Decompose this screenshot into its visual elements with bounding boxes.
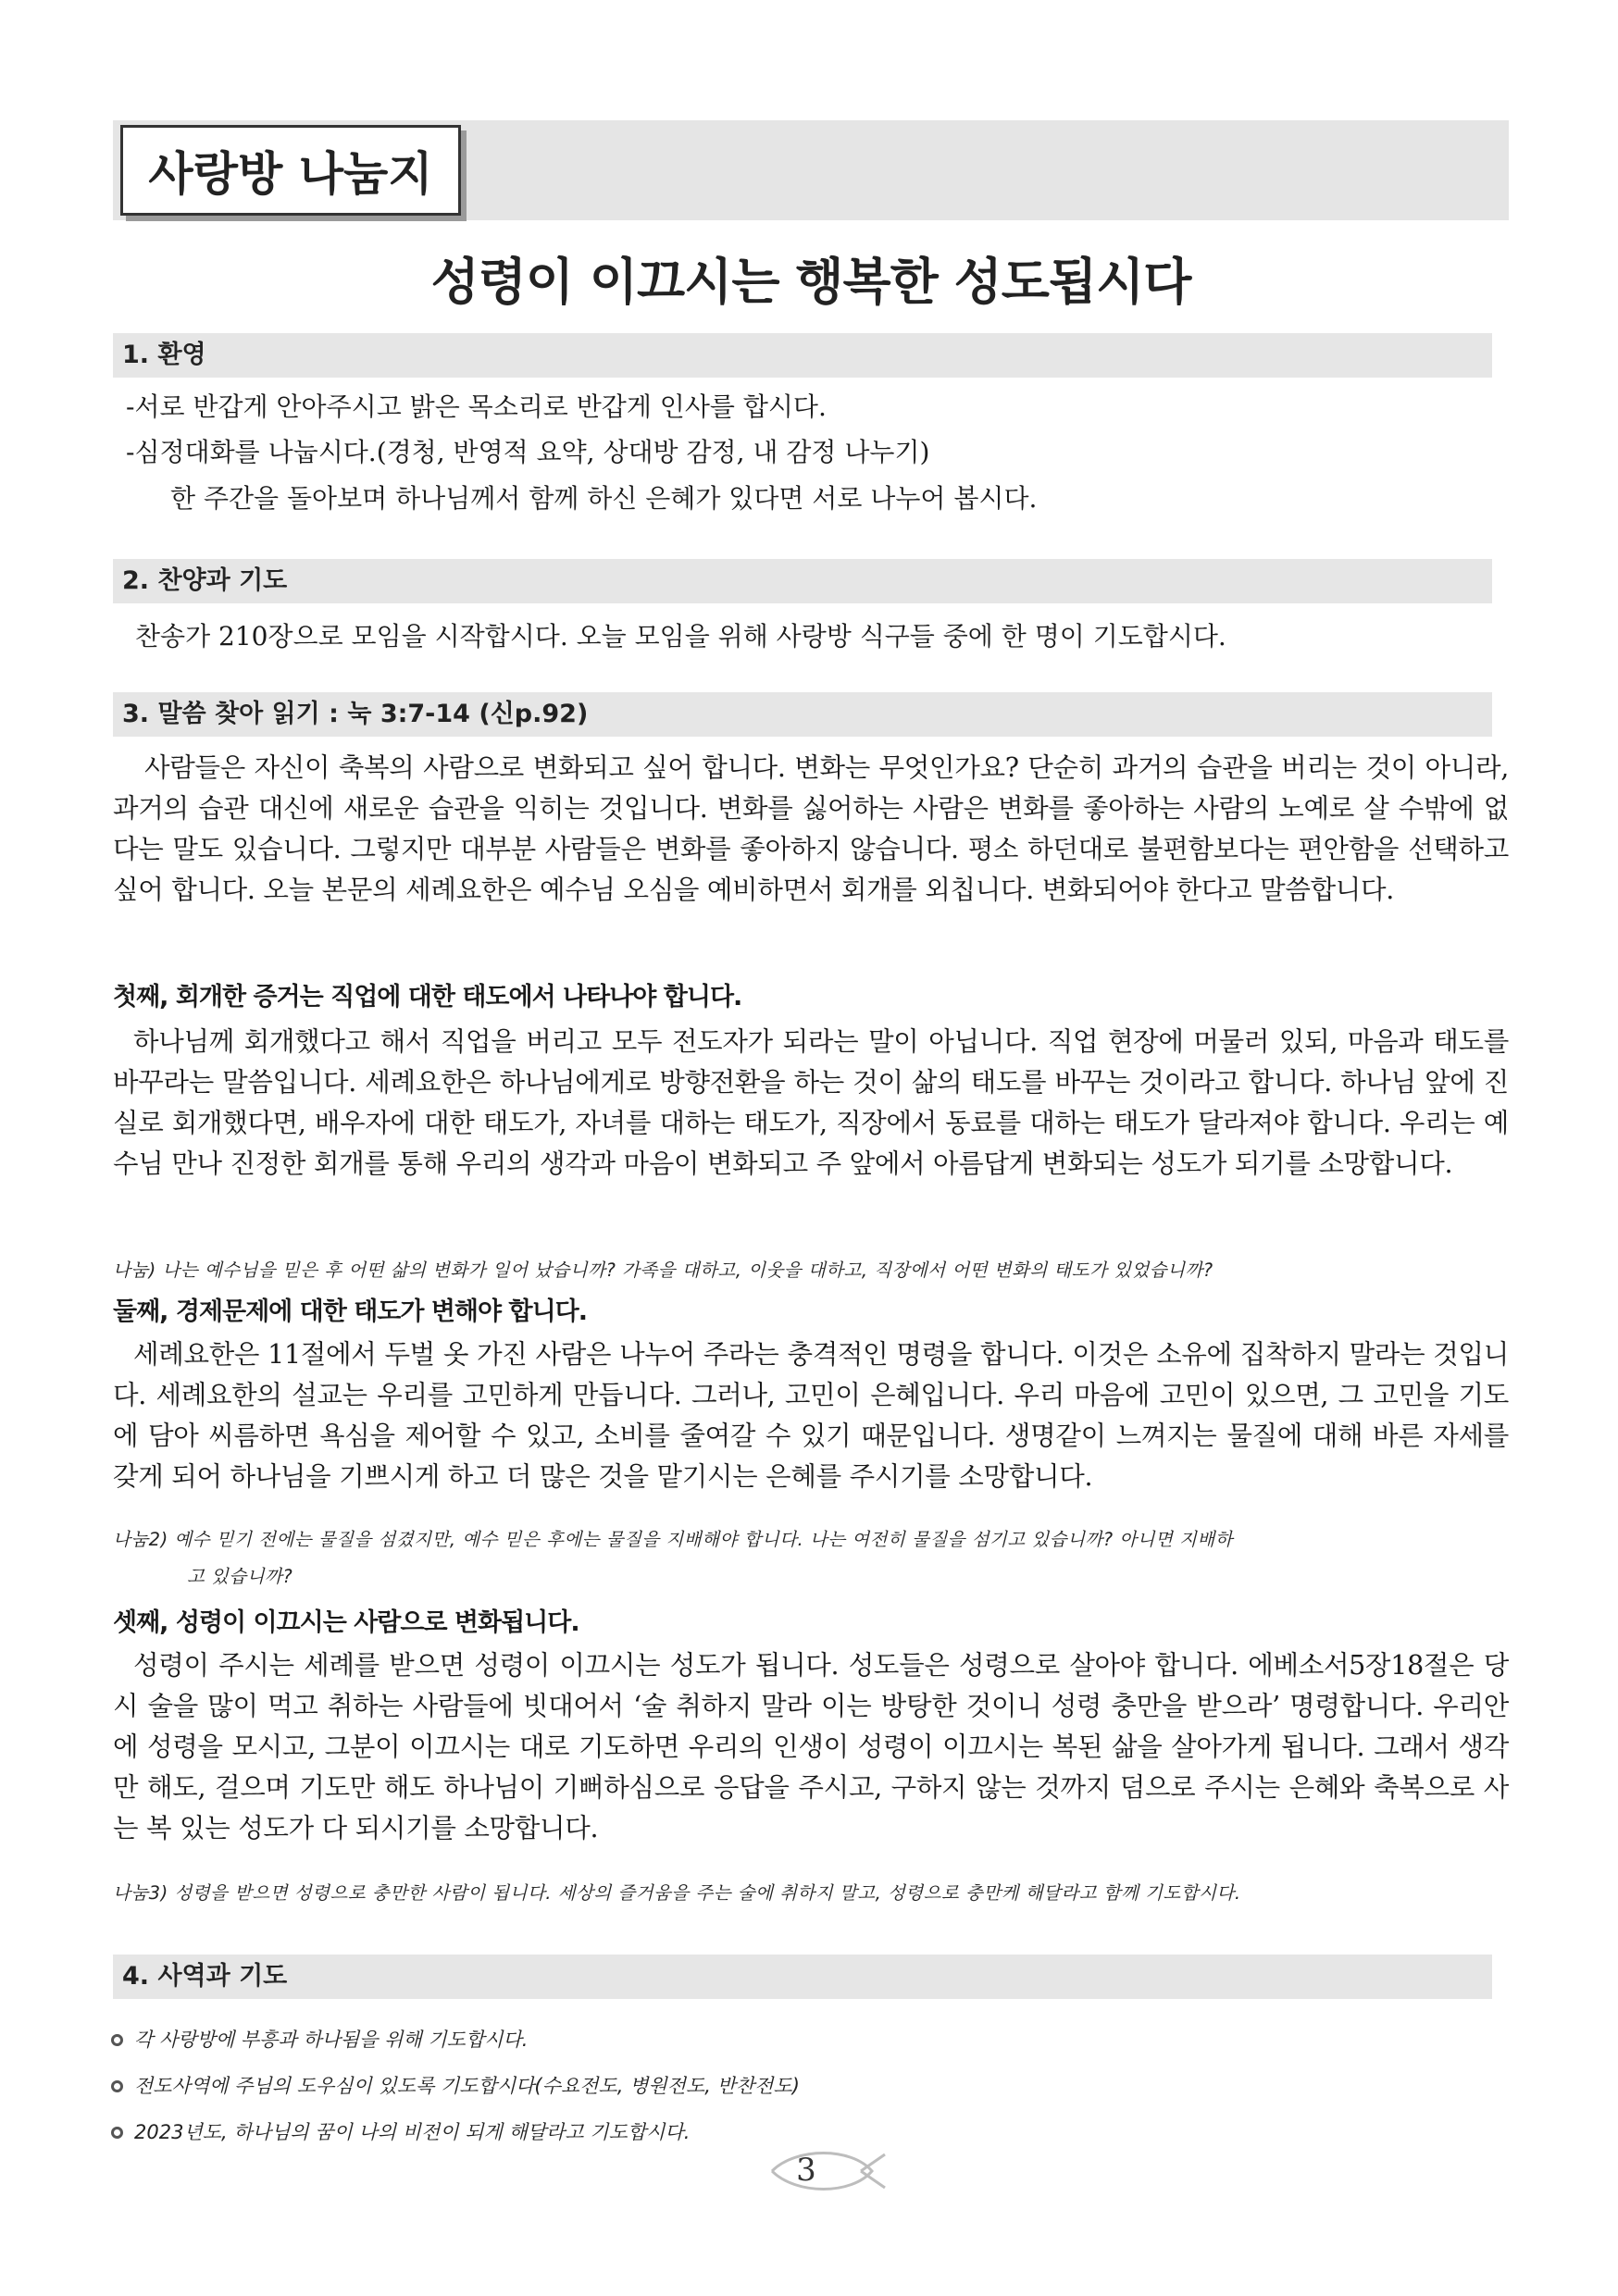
circle-bullet-icon: [111, 2080, 123, 2092]
point-2-text: 세례요한은 11절에서 두벌 옷 가진 사람은 나누어 주라는 충격적인 명령을 합니다. 이것은 소유에 집착하지 말라는 것입니다. 세례요한의 설교는 우리를 고민하게 만듭니다. 그러나, 고민이 은혜입니다. 우리 마음에 고민이 있으면, 그 고민을 기도에 담아 씨름하면 욕심을 제어할 수 있고, 소비를 줄여갈 수 있기 때문입니다. 생명같이 느껴지는 물질에 대해 바른 자세를 갖게 되어 하나님을 기쁘시게 하고 더 많은 것을 맡기시는 은혜를 주시기를 소망합니다.: [113, 1339, 1509, 1492]
share-2: [113, 1521, 1511, 1595]
point-3-text: 성령이 주시는 세례를 받으면 성령이 이끄시는 성도가 됩니다. 성도들은 성령으로 살아야 합니다. 에베소서5장18절은 당시 술을 많이 먹고 취하는 사람들에 빗대어서 ‘술 취하지 말라 이는 방탕한 것이니 성령 충만을 받으라’ 명령합니다. 우리안에 성령을 모시고, 그분이 이끄시는 대로 기도하면 우리의 인생이 성령이 이끄시는 복된 삶을 살아가게 됩니다. 그래서 생각만 해도, 걸으며 기도만 해도 하나님이 기뻐하심으로 응답을 주시고, 구하지 않는 것까지 덤으로 주시는 은혜와 축복으로 사는 복 있는 성도가 다 되시기를 소망합니다.: [113, 1650, 1509, 1843]
ministry-item: [111, 2067, 800, 2104]
circle-bullet-icon: [111, 2127, 123, 2139]
ministry-item: [111, 2021, 528, 2058]
share-2-line-2: 고 있습니까?: [187, 1566, 293, 1587]
ministry-item-text: 각 사랑방에 부흥과 하나됨을 위해 기도합시다.: [134, 2029, 529, 2051]
point-1-heading: 첫째, 회개한 증거는 직업에 대한 태도에서 나타나야 합니다.: [113, 983, 742, 1011]
ministry-item: [111, 2114, 690, 2151]
praise-text: 찬송가 210장으로 모임을 시작합시다. 오늘 모임을 위해 사랑방 식구들 중에 한 명이 기도합시다.: [135, 621, 1226, 652]
point-3-heading: 셋째, 성령이 이끄시는 사람으로 변화됩니다.: [113, 1608, 579, 1637]
welcome-line-3: 한 주간을 돌아보며 하나님께서 함께 하신 은혜가 있다면 서로 나누어 봅시다.: [170, 483, 1038, 514]
ministry-item-text: 전도사역에 주님의 도우심이 있도록 기도합시다(수요전도, 병원전도, 반찬전도): [134, 2075, 800, 2097]
point-2-heading: 둘째, 경제문제에 대한 태도가 변해야 합니다.: [113, 1297, 587, 1326]
welcome-line-2: -심정대화를 나눕시다.(경청, 반영적 요약, 상대방 감정, 내 감정 나누기): [126, 437, 930, 467]
share-3: 나눔3) 성령을 받으면 성령으로 충만한 사람이 됩니다. 세상의 즐거움을 주는 술에 취하지 말고, 성령으로 충만케 해달라고 함께 기도합시다.: [113, 1882, 1241, 1904]
ministry-item-text: 2023년도, 하나님의 꿈이 나의 비전이 되게 해달라고 기도합시다.: [134, 2121, 691, 2143]
section-heading-ministry: 4. 사역과 기도: [113, 1955, 1492, 1999]
point-1-text: 하나님께 회개했다고 해서 직업을 버리고 모두 전도자가 되라는 말이 아닙니다. 직업 현장에 머물러 있되, 마음과 태도를 바꾸라는 말씀입니다. 세례요한은 하나님에게로 방향전환을 하는 것이 삶의 태도를 바꾸는 것이라고 합니다. 하나님 앞에 진실로 회개했다면, 배우자에 대한 태도가, 자녀를 대하는 태도가, 직장에서 동료를 대하는 태도가 달라져야 합니다. 우리는 예수님 만나 진정한 회개를 통해 우리의 생각과 마음이 변화되고 주 앞에서 아름답게 변화되는 성도가 되기를 소망합니다.: [113, 1026, 1509, 1179]
header-label: 사랑방 나눔지: [120, 125, 461, 216]
share-2-line-1: 나눔2) 예수 믿기 전에는 물질을 섬겼지만, 예수 믿은 후에는 물질을 지배해야 합니다. 나는 여전히 물질을 섬기고 있습니까? 아니면 지배하: [113, 1529, 1234, 1550]
share-1: 나눔) 나는 예수님을 믿은 후 어떤 삶의 변화가 일어 났습니까? 가족을 대하고, 이웃을 대하고, 직장에서 어떤 변화의 태도가 있었습니까?: [113, 1260, 1214, 1281]
page-number: 3: [796, 2152, 816, 2189]
circle-bullet-icon: [111, 2034, 123, 2046]
section-heading-praise: 2. 찬양과 기도: [113, 559, 1492, 603]
section-heading-welcome: 1. 환영: [113, 333, 1492, 378]
scripture-intro: 사람들은 자신이 축복의 사람으로 변화되고 싶어 합니다. 변화는 무엇인가요? 단순히 과거의 습관을 버리는 것이 아니라, 과거의 습관 대신에 새로운 습관을 익히는 것입니다. 변화를 싫어하는 사람은 변화를 좋아하는 사람의 노예로 살 수밖에 없다는 말도 있습니다. 그렇지만 대부분 사람들은 변화를 좋아하지 않습니다. 평소 하던대로 불편함보다는 편안함을 선택하고 싶어 합니다. 오늘 본문의 세례요한은 예수님 오심을 예비하면서 회개를 외칩니다. 변화되어야 한다고 말씀합니다.: [113, 752, 1509, 905]
section-heading-scripture: 3. 말씀 찾아 읽기 : 눅 3:7-14 (신p.92): [113, 692, 1492, 737]
welcome-line-1: -서로 반갑게 안아주시고 밝은 목소리로 반갑게 인사를 합시다.: [126, 391, 827, 422]
page-title: 성령이 이끄시는 행복한 성도됩시다: [430, 253, 1191, 311]
